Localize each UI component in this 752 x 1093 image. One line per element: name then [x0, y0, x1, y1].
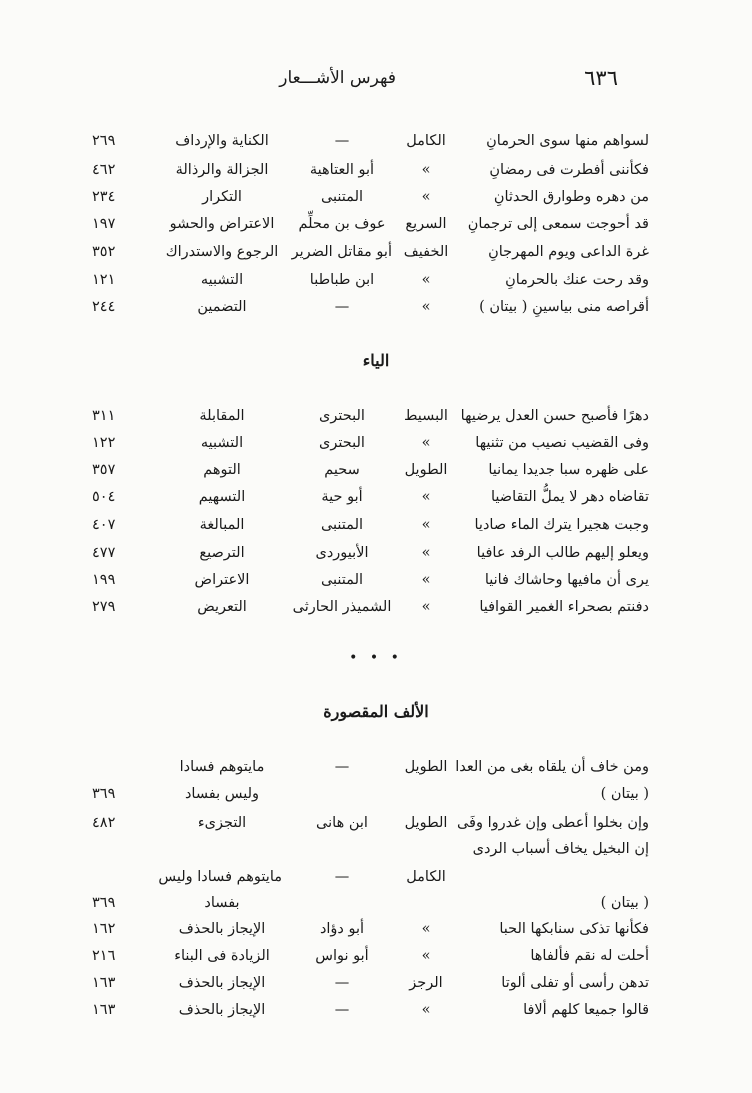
topic-cell: التسهيم — [198, 489, 246, 505]
page-header — [0, 66, 752, 96]
verse-cell: يرى أن مافيها وحاشاك فانيا — [484, 572, 649, 588]
poet-cell: — — [334, 1002, 350, 1018]
meter-cell: » — [421, 435, 431, 451]
topic-cell: التضمين — [197, 299, 247, 315]
topic-cell: التشبيه — [200, 435, 244, 451]
topic-cell: التوهم — [203, 462, 241, 478]
page-ref-cell: ٢٦٩ — [92, 133, 116, 149]
meter-cell: السريع — [405, 216, 447, 232]
poet-cell: المتنبى — [320, 189, 364, 205]
verse-cell: من دهره وطوارق الحدثانِ — [493, 189, 649, 205]
verse-cell: وفى القضيب نصيب من تثنيها — [475, 435, 649, 451]
index-row — [0, 294, 752, 320]
index-row — [0, 594, 752, 620]
meter-cell: » — [421, 489, 431, 505]
topic-cell: مايتوهم فسادا وليس — [158, 869, 282, 885]
index-row — [0, 512, 752, 538]
verse-cell: إن البخيل يخاف أسباب الردى — [472, 841, 649, 857]
page-ref-cell: ٢١٦ — [92, 948, 116, 964]
meter-cell: » — [421, 599, 431, 615]
poet-cell: المتنبى — [320, 572, 364, 588]
verse-cell: وجبت هجيرا يترك الماء صاديا — [474, 517, 649, 533]
poet-cell: أبو نواس — [315, 948, 369, 964]
poet-cell: الشميذر الحارثى — [292, 599, 392, 615]
index-row — [0, 184, 752, 210]
index-row — [0, 997, 752, 1023]
verse-cell: دهرًا فأصبح حسن العدل يرضيها — [460, 408, 649, 424]
page-ref-cell: ٢٧٩ — [92, 599, 116, 615]
page-ref-cell: ١٦٣ — [92, 975, 116, 991]
index-row — [0, 239, 752, 265]
topic-cell: التعريض — [197, 599, 247, 615]
index-row — [0, 457, 752, 483]
topic-cell: الرجوع والاستدراك — [165, 244, 279, 260]
meter-cell: الرجز — [409, 975, 443, 991]
page-ref-cell: ٤٧٧ — [92, 545, 116, 561]
index-row — [0, 890, 752, 916]
section-title-alif-maqsura: الألف المقصورة — [323, 702, 429, 721]
verse-cell: ( بيتان ) — [600, 786, 649, 802]
index-row — [0, 916, 752, 942]
page-ref-cell: ٣٥٢ — [92, 244, 116, 260]
page-ref-cell: ٣٦٩ — [92, 895, 116, 911]
page-ref-cell: ٣١١ — [92, 408, 116, 424]
verse-cell: فكأنها تذكى سنابكها الحبا — [499, 921, 649, 937]
topic-cell: الاعتراض والحشو — [169, 216, 275, 232]
topic-cell: التجزىء — [197, 815, 247, 831]
page-ref-cell: ٤٦٢ — [92, 162, 116, 178]
index-row — [0, 943, 752, 969]
index-row — [0, 836, 752, 862]
page-ref-cell: ٤٨٢ — [92, 815, 116, 831]
index-row — [0, 540, 752, 566]
index-row — [0, 970, 752, 996]
poet-cell: — — [334, 869, 350, 885]
verse-cell: وإن بخلوا أعطى وإن غدروا وفَى — [456, 815, 649, 831]
page-ref-cell: ١٩٩ — [92, 572, 116, 588]
poet-cell: — — [334, 759, 350, 775]
meter-cell: » — [421, 1002, 431, 1018]
meter-cell: الطويل — [404, 462, 448, 478]
poet-cell: ابن طباطبا — [309, 272, 375, 288]
index-row — [0, 128, 752, 154]
poet-cell: — — [334, 133, 350, 149]
page-ref-cell: ٣٥٧ — [92, 462, 116, 478]
topic-cell: الإيجاز بالحذف — [178, 975, 266, 991]
index-row — [0, 403, 752, 429]
meter-cell: » — [421, 299, 431, 315]
meter-cell: الطويل — [404, 759, 448, 775]
meter-cell: الكامل — [406, 869, 446, 885]
page-ref-cell: ١٦٢ — [92, 921, 116, 937]
topic-cell: بفساد — [204, 895, 240, 911]
topic-cell: الزيادة فى البناء — [174, 948, 270, 964]
page-ref-cell: ٢٣٤ — [92, 189, 116, 205]
verse-cell: تقاضاه دهر لا يملُّ التقاضيا — [490, 489, 649, 505]
index-row — [0, 267, 752, 293]
index-row — [0, 430, 752, 456]
poet-cell: أبو دؤاد — [319, 921, 365, 937]
topic-cell: الاعتراض — [194, 572, 250, 588]
verse-cell: قد أحوجت سمعى إلى ترجمانِ — [467, 216, 649, 232]
topic-cell: الترصيع — [199, 545, 245, 561]
poet-cell: أبو العتاهية — [309, 162, 375, 178]
topic-cell: المقابلة — [199, 408, 245, 424]
section-title-ya: الياء — [362, 351, 390, 370]
page-ref-cell: ١٢١ — [92, 272, 116, 288]
verse-cell: وقد رحت عنك بالحرمانِ — [505, 272, 649, 288]
verse-cell: دفنتم بصحراء الغمير القوافيا — [479, 599, 649, 615]
meter-cell: » — [421, 572, 431, 588]
poet-cell: أبو مقاتل الضرير — [291, 244, 392, 260]
topic-cell: الجزالة والرذالة — [175, 162, 269, 178]
topic-cell: المبالغة — [199, 517, 245, 533]
verse-cell: لسواهم منها سوى الحرمانِ — [486, 133, 649, 149]
meter-cell: » — [421, 189, 431, 205]
topic-cell: الكناية والإرداف — [175, 133, 269, 149]
verse-cell: قالوا جميعا كلهم ألافا — [523, 1002, 649, 1018]
poet-cell: — — [334, 975, 350, 991]
index-row — [0, 810, 752, 836]
meter-cell: البسيط — [404, 408, 448, 424]
poet-cell: ابن هانى — [316, 815, 368, 831]
poet-cell: عوف بن محلِّم — [298, 216, 386, 232]
index-row — [0, 864, 752, 890]
index-row — [0, 781, 752, 807]
page-ref-cell: ١٩٧ — [92, 216, 116, 232]
topic-cell: التشبيه — [200, 272, 244, 288]
meter-cell: » — [421, 921, 431, 937]
verse-cell: فكأننى أفطرت فى رمضانِ — [489, 162, 649, 178]
meter-cell: » — [421, 948, 431, 964]
page-ref-cell: ١٦٣ — [92, 1002, 116, 1018]
page-ref-cell: ٢٤٤ — [92, 299, 116, 315]
section-separator: • • • — [349, 650, 403, 666]
poet-cell: المتنبى — [320, 517, 364, 533]
meter-cell: » — [421, 545, 431, 561]
index-row — [0, 211, 752, 237]
verse-cell: غرة الداعى ويوم المهرجانِ — [488, 244, 649, 260]
page-title: فهرس الأشـــعار — [279, 68, 396, 88]
meter-cell: الكامل — [406, 133, 446, 149]
page-ref-cell: ١٢٢ — [92, 435, 116, 451]
index-row — [0, 157, 752, 183]
meter-cell: الطويل — [404, 815, 448, 831]
topic-cell: وليس بفساد — [184, 786, 260, 802]
poet-cell: البحترى — [319, 408, 365, 424]
verse-cell: تدهن رأسى أو تفلى ألوتا — [501, 975, 649, 991]
poet-cell: الأبيوردى — [315, 545, 369, 561]
index-row — [0, 484, 752, 510]
verse-cell: ويعلو إليهم طالب الرفد عافيا — [476, 545, 649, 561]
verse-cell: أقراصه منى بياسينِ ( بيتان ) — [479, 299, 649, 315]
page-ref-cell: ٣٦٩ — [92, 786, 116, 802]
verse-cell: أحلت له نقم فألفاها — [530, 948, 649, 964]
page-number: ٦٣٦ — [584, 66, 618, 90]
topic-cell: الإيجاز بالحذف — [178, 921, 266, 937]
verse-cell: ومن خاف أن يلقاه بغى من العدا — [455, 759, 649, 775]
verse-cell: ( بيتان ) — [600, 895, 649, 911]
index-row — [0, 567, 752, 593]
topic-cell: الإيجاز بالحذف — [178, 1002, 266, 1018]
poet-cell: أبو حية — [321, 489, 363, 505]
meter-cell: الخفيف — [403, 244, 449, 260]
poet-cell: البحترى — [319, 435, 365, 451]
meter-cell: » — [421, 272, 431, 288]
index-row — [0, 754, 752, 780]
page-ref-cell: ٤٠٧ — [92, 517, 116, 533]
poet-cell: سحيم — [324, 462, 360, 478]
topic-cell: مايتوهم فسادا — [179, 759, 265, 775]
poet-cell: — — [334, 299, 350, 315]
page-ref-cell: ٥٠٤ — [92, 489, 116, 505]
verse-cell: على ظهره سبا جديدا يمانيا — [488, 462, 649, 478]
meter-cell: » — [421, 517, 431, 533]
meter-cell: » — [421, 162, 431, 178]
topic-cell: التكرار — [202, 189, 242, 205]
